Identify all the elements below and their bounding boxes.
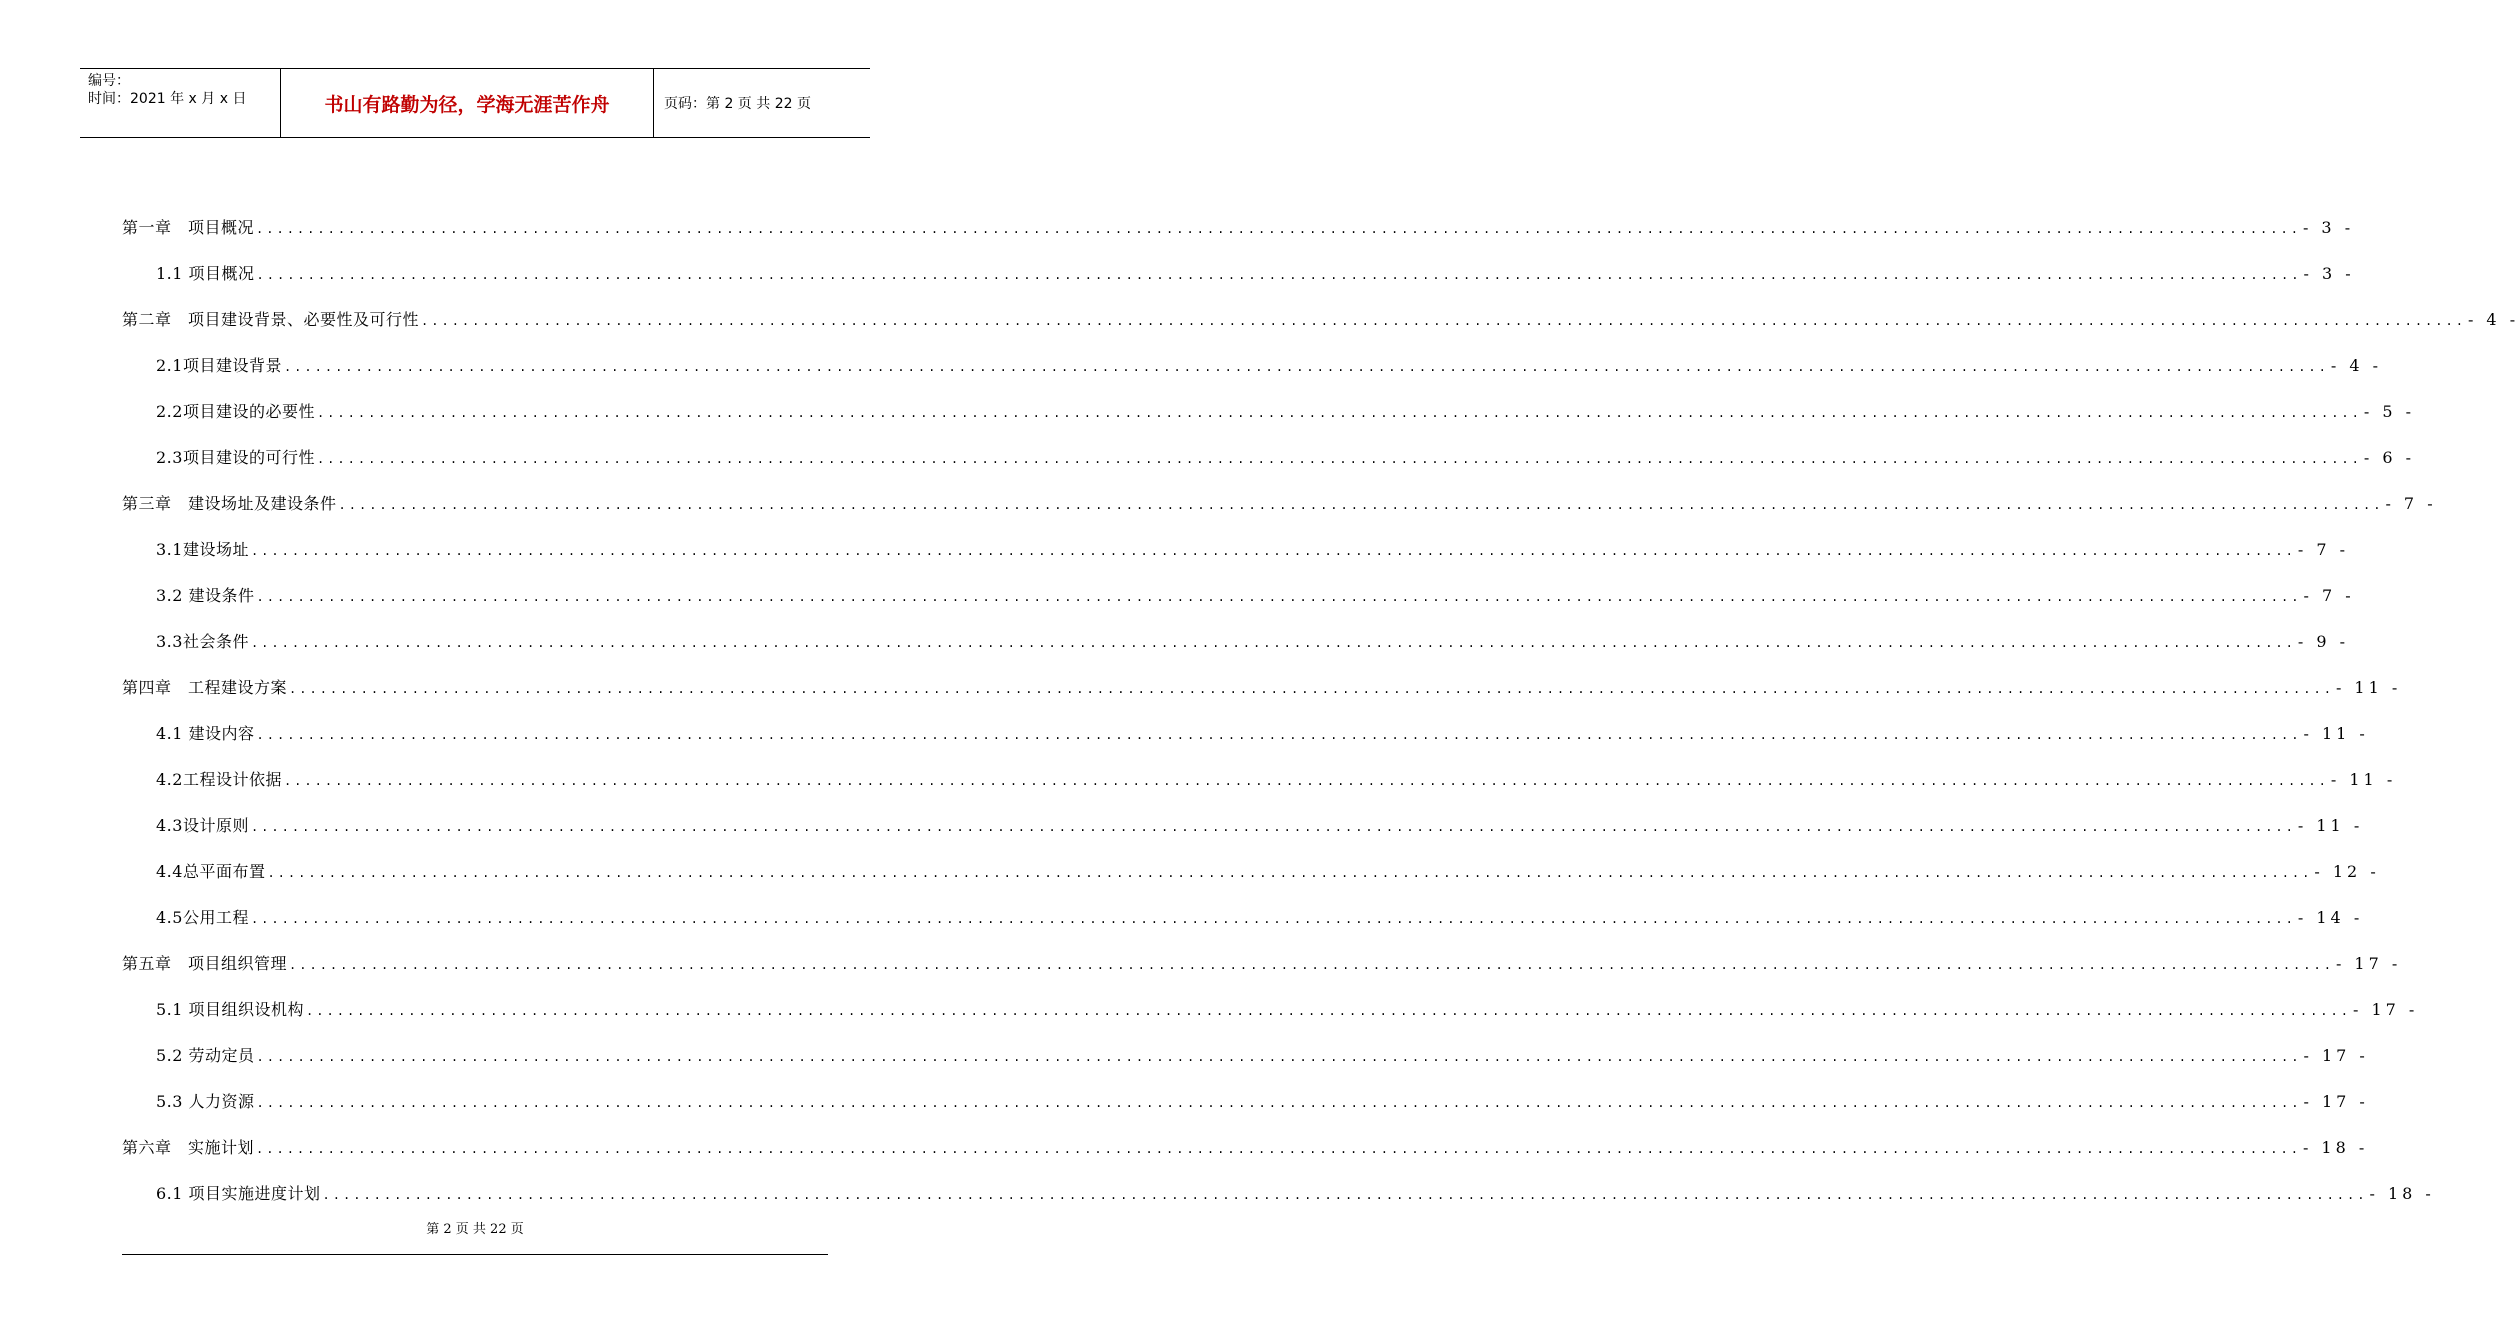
page-label: 页码：第 2 页 共 22 页 (664, 96, 811, 112)
toc-entry-title: 3.1建设场址 (156, 540, 249, 559)
toc-entry-title: 第四章 工程建设方案 (122, 678, 288, 697)
motto-text: 书山有路勤为径，学海无涯苦作舟 (324, 93, 610, 116)
toc-dot-leader: ........................................................................................................................................................................................................ (338, 498, 2384, 512)
toc-entry[interactable] (122, 720, 2369, 766)
header-table (80, 68, 870, 138)
toc-dot-leader: ........................................................................................................................................................................................................ (250, 636, 2296, 650)
toc-entry-title: 第三章 建设场址及建设条件 (122, 494, 337, 513)
toc-dot-leader: ........................................................................................................................................................................................................ (306, 1004, 2351, 1018)
toc-entry[interactable] (122, 674, 2402, 720)
toc-entry-title: 1.1 项目概况 (156, 264, 255, 283)
toc-entry-page: - 12 - (2314, 862, 2380, 881)
toc-dot-leader: ........................................................................................................................................................................................................ (256, 728, 2302, 742)
toc-dot-leader: ........................................................................................................................................................................................................ (256, 222, 2301, 236)
footer-divider (122, 1254, 828, 1255)
toc-entry[interactable] (122, 1134, 2369, 1180)
toc-dot-leader: ........................................................................................................................................................................................................ (316, 452, 2362, 466)
toc-dot-leader: ........................................................................................................................................................................................................ (256, 590, 2302, 604)
toc-entry-page: - 17 - (2303, 1092, 2369, 1111)
toc-entry[interactable] (122, 398, 2416, 444)
toc-entry-page: - 6 - (2363, 448, 2416, 467)
toc-entry-page: - 11 - (2330, 770, 2397, 789)
page-number-cell (654, 69, 870, 137)
toc-dot-leader: ........................................................................................................................................................................................................ (316, 406, 2362, 420)
toc-entry-title: 第五章 项目组织管理 (122, 954, 288, 973)
toc-entry[interactable] (122, 812, 2364, 858)
toc-entry-title: 5.2 劳动定员 (156, 1046, 255, 1065)
toc-entry-title: 2.1项目建设背景 (156, 356, 282, 375)
toc-entry-page: - 18 - (2369, 1184, 2435, 1203)
toc-entry-page: - 18 - (2302, 1138, 2369, 1157)
toc-dot-leader: ........................................................................................................................................................................................................ (256, 1096, 2302, 1110)
toc-entry-page: - 17 - (2335, 954, 2402, 973)
toc-entry-title: 4.4总平面布置 (156, 862, 266, 881)
toc-entry-page: - 11 - (2303, 724, 2369, 743)
number-label: 编号： (88, 73, 130, 89)
footer-page-number: 第 2 页 共 22 页 (426, 1222, 524, 1237)
toc-entry-page: - 3 - (2303, 264, 2355, 283)
toc-entry-title: 4.3设计原则 (156, 816, 249, 835)
toc-entry[interactable] (122, 996, 2419, 1042)
toc-dot-leader: ........................................................................................................................................................................................................ (283, 360, 2329, 374)
toc-entry-title: 第六章 实施计划 (122, 1138, 255, 1157)
header-meta-cell (80, 69, 281, 137)
toc-entry-title: 3.2 建设条件 (156, 586, 255, 605)
toc-entry-page: - 17 - (2352, 1000, 2419, 1019)
toc-entry-page: - 17 - (2303, 1046, 2369, 1065)
toc-entry[interactable] (122, 536, 2350, 582)
toc-dot-leader: ........................................................................................................................................................................................................ (250, 544, 2296, 558)
toc-entry-page: - 4 - (2330, 356, 2383, 375)
toc-entry-page: - 9 - (2297, 632, 2350, 651)
toc-entry-page: - 7 - (2303, 586, 2355, 605)
toc-entry-page: - 11 - (2297, 816, 2364, 835)
toc-entry[interactable] (122, 352, 2383, 398)
toc-entry-page: - 3 - (2302, 218, 2355, 237)
toc-entry[interactable] (122, 582, 2355, 628)
toc-dot-leader: ........................................................................................................................................................................................................ (250, 912, 2296, 926)
toc-entry[interactable] (122, 1042, 2369, 1088)
motto-cell (281, 69, 654, 137)
toc-entry-page: - 11 - (2335, 678, 2402, 697)
toc-entry[interactable] (122, 306, 2519, 352)
toc-entry-title: 第一章 项目概况 (122, 218, 255, 237)
toc-entry-title: 4.5公用工程 (156, 908, 249, 927)
toc-dot-leader: ........................................................................................................................................................................................................ (256, 268, 2302, 282)
toc-dot-leader: ........................................................................................................................................................................................................ (289, 682, 2334, 696)
toc-dot-leader: ........................................................................................................................................................................................................ (283, 774, 2329, 788)
toc-entry-page: - 7 - (2297, 540, 2350, 559)
toc-entry[interactable] (122, 858, 2380, 904)
toc-entry[interactable] (122, 904, 2364, 950)
toc-entry-title: 第二章 项目建设背景、必要性及可行性 (122, 310, 420, 329)
toc-dot-leader: ........................................................................................................................................................................................................ (256, 1050, 2302, 1064)
toc-entry-title: 2.3项目建设的可行性 (156, 448, 315, 467)
toc-entry[interactable] (122, 214, 2355, 260)
toc-dot-leader: ........................................................................................................................................................................................................ (421, 314, 2466, 328)
time-label: 时间：2021 年 x 月 x 日 (88, 91, 247, 107)
toc-entry[interactable] (122, 1088, 2369, 1134)
toc-dot-leader: ........................................................................................................................................................................................................ (267, 866, 2313, 880)
table-of-contents (122, 214, 2519, 1226)
toc-entry-title: 5.3 人力资源 (156, 1092, 255, 1111)
toc-entry-title: 2.2项目建设的必要性 (156, 402, 315, 421)
toc-entry-page: - 5 - (2363, 402, 2416, 421)
toc-entry[interactable] (122, 628, 2350, 674)
toc-entry-title: 4.2工程设计依据 (156, 770, 282, 789)
toc-dot-leader: ........................................................................................................................................................................................................ (256, 1142, 2301, 1156)
toc-entry-title: 6.1 项目实施进度计划 (156, 1184, 321, 1203)
toc-entry-page: - 4 - (2467, 310, 2519, 329)
toc-entry-page: - 7 - (2385, 494, 2437, 513)
toc-entry-title: 3.3社会条件 (156, 632, 249, 651)
toc-entry[interactable] (122, 444, 2416, 490)
toc-dot-leader: ........................................................................................................................................................................................................ (250, 820, 2296, 834)
toc-entry[interactable] (122, 260, 2355, 306)
toc-entry-title: 5.1 项目组织设机构 (156, 1000, 305, 1019)
toc-entry[interactable] (122, 766, 2397, 812)
toc-entry-page: - 14 - (2297, 908, 2364, 927)
toc-dot-leader: ........................................................................................................................................................................................................ (322, 1188, 2368, 1202)
toc-entry-title: 4.1 建设内容 (156, 724, 255, 743)
toc-dot-leader: ........................................................................................................................................................................................................ (289, 958, 2334, 972)
toc-entry[interactable] (122, 490, 2437, 536)
toc-entry[interactable] (122, 950, 2402, 996)
